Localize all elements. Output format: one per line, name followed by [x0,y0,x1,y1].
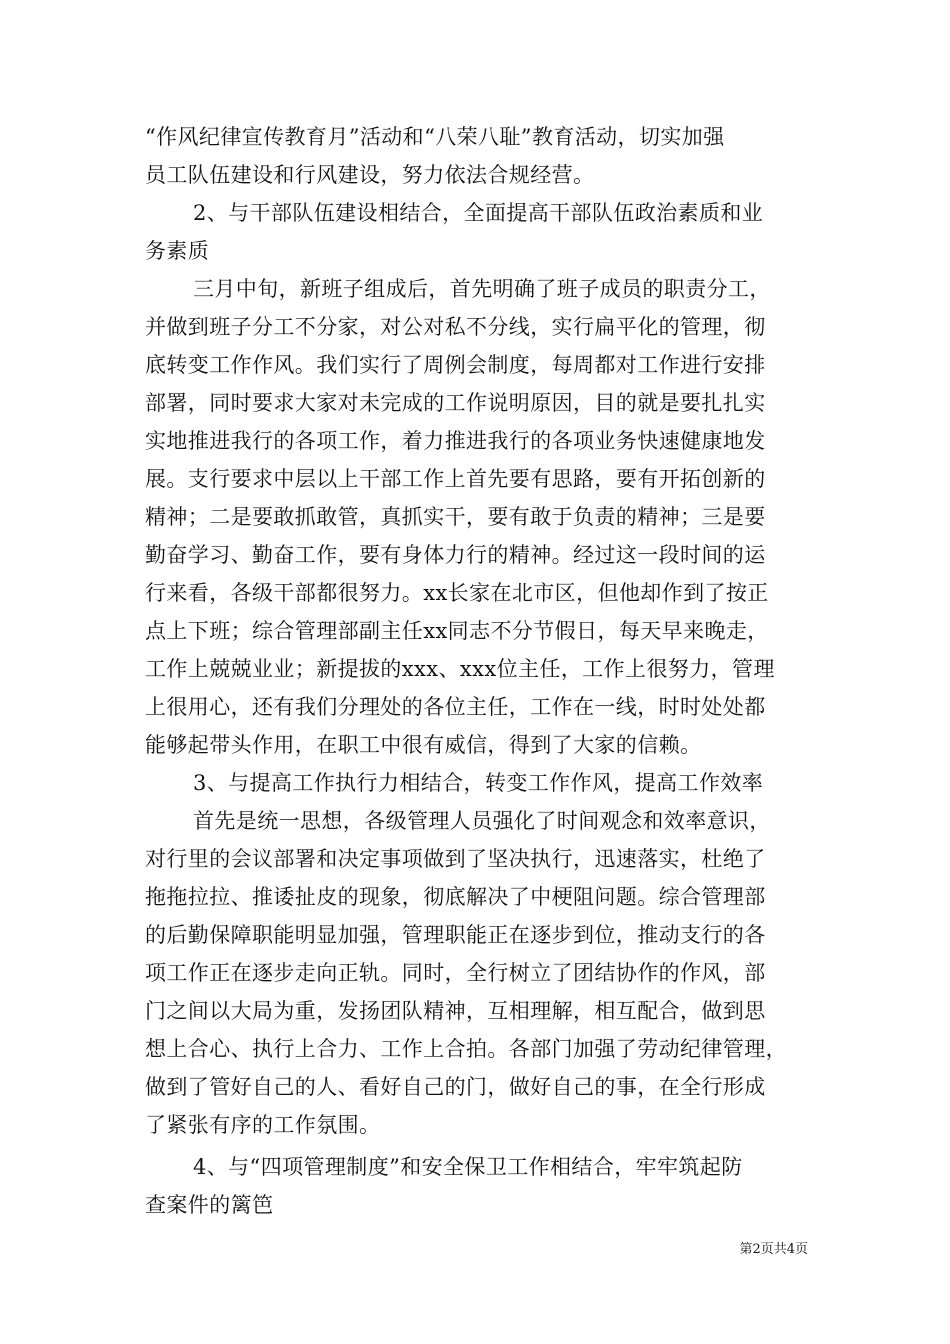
text-line: 首先是统一思想，各级管理人员强化了时间观念和效率意识， [193,809,771,833]
text-line: 上很用心，还有我们分理处的各位主任，工作在一线，时时处处都 [145,695,766,719]
text-line: 工作上兢兢业业；新提拔的xxx、xxx位主任，工作上很努力，管理 [145,657,775,681]
text-line: 员工队伍建设和行风建设，努力依法合规经营。 [145,163,595,187]
text-line: 点上下班；综合管理部副主任xx同志不分节假日，每天早来晚走， [145,619,769,643]
text-line: 门之间以大局为重，发扬团队精神，互相理解，相互配合，做到思 [145,999,766,1023]
text-line: 行来看，各级干部都很努力。xx长家在北市区，但他却作到了按正 [145,581,769,605]
text-line: 并做到班子分工不分家，对公对私不分线，实行扁平化的管理，彻 [145,315,766,339]
text-line: 部署，同时要求大家对未完成的工作说明原因，目的就是要扎扎实 [145,391,766,415]
text-line: 实地推进我行的各项工作，着力推进我行的各项业务快速健康地发 [145,429,766,453]
text-line: 展。支行要求中层以上干部工作上首先要有思路，要有开拓创新的 [145,467,766,491]
text-line: “作风纪律宣传教育月”活动和“八荣八耻”教育活动，切实加强 [145,125,725,149]
text-line: 精神；二是要敢抓敢管，真抓实干，要有敢于负责的精神；三是要 [145,505,766,529]
text-line: 项工作正在逐步走向正轨。同时，全行树立了团结协作的作风，部 [145,961,766,985]
text-line: 的后勤保障职能明显加强，管理职能正在逐步到位，推动支行的各 [145,923,766,947]
heading-line: 3、与提高工作执行力相结合，转变工作作风，提高工作效率 [193,771,764,795]
page-number: 第2页共4页 [739,1242,808,1257]
text-line: 底转变工作作风。我们实行了周例会制度，每周都对工作进行安排 [145,353,766,377]
document-body [145,118,807,1224]
text-line: 三月中旬，新班子组成后，首先明确了班子成员的职责分工， [193,277,771,301]
text-line: 对行里的会议部署和决定事项做到了坚决执行，迅速落实，杜绝了 [145,847,766,871]
text-line: 勤奋学习、勤奋工作，要有身体力行的精神。经过这一段时间的运 [145,543,766,567]
text-line: 能够起带头作用，在职工中很有威信，得到了大家的信赖。 [145,733,702,757]
text-line: 拖拖拉拉、推诿扯皮的现象，彻底解决了中梗阻问题。综合管理部 [145,885,766,909]
heading-line: 4、与“四项管理制度”和安全保卫工作相结合，牢牢筑起防 [193,1155,743,1179]
text-line: 做到了管好自己的人、看好自己的门，做好自己的事，在全行形成 [145,1075,766,1099]
heading-line: 2、与干部队伍建设相结合，全面提高干部队伍政治素质和业 [193,201,764,225]
heading-line: 查案件的篱笆 [145,1193,274,1217]
heading-line: 务素质 [145,239,210,263]
text-line: 了紧张有序的工作氛围。 [145,1113,381,1137]
text-line: 想上合心、执行上合力、工作上合拍。各部门加强了劳动纪律管理， [145,1037,787,1061]
